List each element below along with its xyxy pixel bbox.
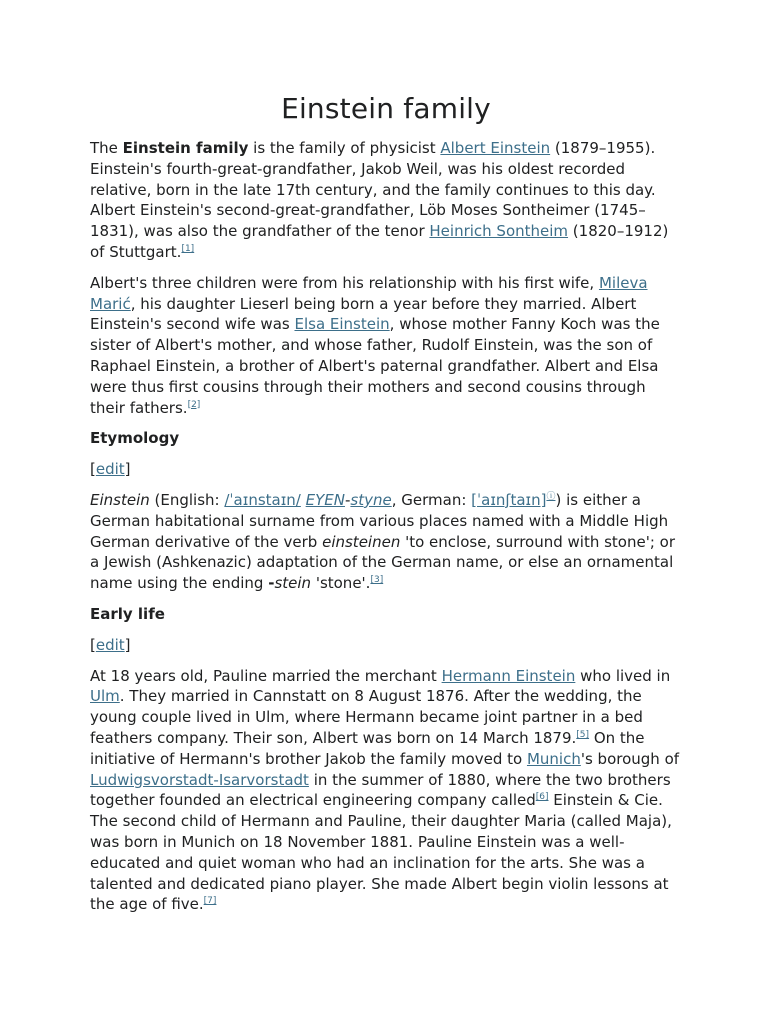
citation-link-2[interactable]: [2] — [187, 399, 201, 410]
link-elsa-einstein[interactable]: Elsa Einstein — [294, 315, 390, 334]
early-life-paragraph: At 18 years old, Pauline married the merchant Hermann Einstein who lived in Ulm. They married in Cannstatt on 8 August 1876. After the wedding, the young couple lived in Ulm, where Hermann became joint partner in a bed feathers company. Their son, Albert was born on 14 March 1879.[5] On the initiative of Hermann's brother Jakob the family moved to Munich's borough of Ludwigsvorstadt-Isarvorstadt in the summer of 1880, where the two brothers together founded an electrical engineering company called[6] Einstein & Cie. The second child of Hermann and Pauline, their daughter Maria (called Maja), was born in Munich on 18 November 1881. Pauline Einstein was a well-educated and quiet woman who had an inclination for the arts. She was a talented and dedicated piano player. She made Albert begin violin lessons at the age of five.[7] — [90, 666, 680, 914]
respelling-link-2[interactable]: styne — [350, 490, 392, 509]
citation-5 — [576, 730, 589, 740]
children-paragraph: Albert's three children were from his relationship with his first wife, Mileva Marić, his daughter Lieserl being born a year before they married. Albert Einstein's second wife was Elsa Einstein, whose mother Fanny Koch was the sister of Albert's mother, and whose father, Rudolf Einstein, was the son of Raphael Einstein, a brother of Albert's paternal grandfather. Albert and Elsa were thus first cousins through their mothers and second cousins through their fathers.[2] — [90, 273, 660, 417]
link-munich[interactable]: Munich — [526, 749, 581, 768]
link-ludwigsvorstadt-isarvorstadt[interactable]: Ludwigsvorstadt-Isarvorstadt — [90, 770, 309, 789]
citation-1 — [181, 244, 194, 254]
intro-paragraph: The Einstein family is the family of physicist Albert Einstein (1879–1955). Einstein's fourth-great-grandfather, Jakob Weil, was his oldest recorded relative, born in the late 17th century, and the family continues to this day. Albert Einstein's second-great-grandfather, Löb Moses Sontheimer (1745–1831), was also the grandfather of the tenor Heinrich Sontheim (1820–1912) of Stuttgart.[1] — [90, 139, 669, 261]
citation-6 — [536, 792, 549, 802]
citation-link-1[interactable]: [1] — [181, 243, 195, 254]
bold-term: Einstein family — [122, 139, 249, 157]
ipa-german-link[interactable]: [ˈaɪnʃtaɪn] — [471, 490, 547, 509]
edit-link-early-life[interactable]: edit — [95, 635, 125, 654]
citation-3 — [370, 575, 383, 585]
link-hermann-einstein[interactable]: Hermann Einstein — [441, 666, 576, 685]
section-heading-early-life: Early life — [90, 604, 165, 623]
respelling-link-1[interactable]: EYEN — [305, 490, 345, 509]
citation-link-7[interactable]: [7] — [203, 896, 217, 907]
audio-play-link[interactable]: ⓘ — [546, 491, 556, 502]
section-heading-etymology: Etymology — [90, 429, 180, 448]
edit-link-etymology[interactable]: edit — [95, 460, 125, 479]
edit-section-etymology: [edit] — [90, 460, 131, 479]
edit-section-early-life: [edit] — [90, 635, 131, 654]
page-title: Einstein family — [281, 92, 491, 125]
link-ulm[interactable]: Ulm — [90, 687, 120, 706]
citation-7 — [204, 896, 217, 906]
link-heinrich-sontheim[interactable]: Heinrich Sontheim — [429, 222, 569, 241]
citation-link-5[interactable]: [5] — [576, 729, 590, 740]
link-mileva-maric[interactable]: Mileva Marić — [90, 273, 648, 313]
citation-2 — [188, 400, 201, 410]
link-albert-einstein[interactable]: Albert Einstein — [440, 139, 551, 157]
ipa-english-link[interactable]: /ˈaɪnstaɪn/ — [224, 490, 301, 509]
citation-link-3[interactable]: [3] — [370, 575, 384, 586]
article — [90, 90, 682, 925]
etymology-paragraph: Einstein (English: /ˈaɪnstaɪn/ EYEN-styne, German: [ˈaɪnʃtaɪn]ⓘ) is either a German habitational surname from various places named with a Middle High German derivative of the verb einsteinen 'to enclose, surround with stone'; or a Jewish (Ashkenazic) adaptation of the German name, or else an ornamental name using the ending -stein 'stone'.[3] — [90, 490, 676, 593]
citation-link-6[interactable]: [6] — [535, 792, 549, 803]
